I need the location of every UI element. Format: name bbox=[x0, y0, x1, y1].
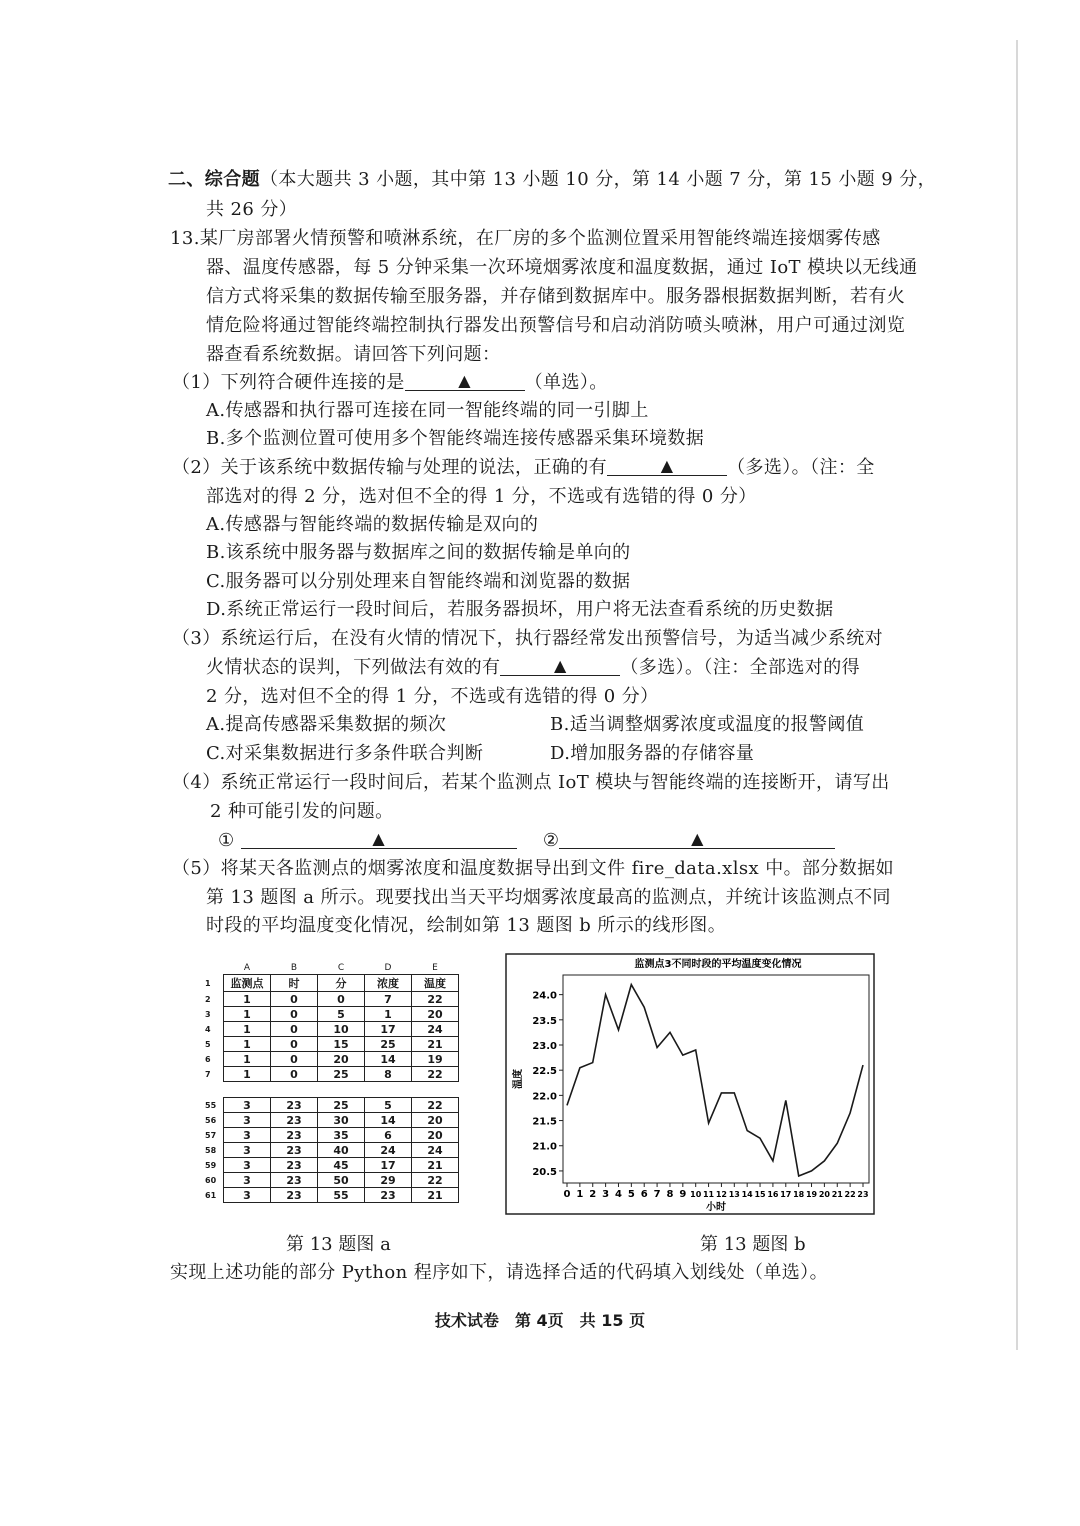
table-cell: 3 bbox=[224, 1188, 271, 1203]
table-cell: 22 bbox=[412, 1098, 459, 1113]
row-number: 7 bbox=[205, 1069, 211, 1079]
q13-stem-2: 器、温度传感器，每 5 分钟采集一次环境烟雾浓度和温度数据，通过 IoT 模块以无线通 bbox=[206, 257, 918, 278]
p1-answer-blank[interactable] bbox=[405, 370, 525, 391]
table-row bbox=[205, 1113, 459, 1128]
table-row bbox=[205, 1143, 459, 1158]
answer-marker-1: ① bbox=[218, 830, 235, 851]
gap-cell bbox=[205, 1082, 224, 1098]
y-tick-label: 22.0 bbox=[532, 1091, 557, 1103]
figure-b-chart bbox=[505, 953, 875, 1215]
table-cell: 40 bbox=[318, 1143, 365, 1158]
table-row bbox=[205, 1022, 459, 1037]
table-row bbox=[205, 1037, 459, 1052]
p1-option-a: A.传感器和执行器可连接在同一智能终端的同一引脚上 bbox=[206, 400, 649, 421]
table-cell: 23 bbox=[271, 1158, 318, 1173]
row-number: 61 bbox=[205, 1190, 217, 1200]
section-desc-2: 共 26 分） bbox=[206, 199, 298, 220]
q13-p5-line3: 时段的平均温度变化情况，绘制如第 13 题图 b 所示的线形图。 bbox=[206, 915, 727, 936]
table-cell: 1 bbox=[365, 1007, 412, 1022]
table-row bbox=[205, 1067, 459, 1082]
x-tick-label: 13 bbox=[728, 1190, 740, 1199]
p3-prefix: 火情状态的误判，下列做法有效的有 bbox=[206, 657, 501, 678]
x-tick-label: 18 bbox=[793, 1190, 805, 1199]
q13-p3 bbox=[206, 655, 860, 681]
table-cell: 5 bbox=[365, 1098, 412, 1113]
row-number: 1 bbox=[205, 978, 211, 988]
table-cell: 25 bbox=[318, 1067, 365, 1082]
table-cell: 10 bbox=[318, 1022, 365, 1037]
table-row bbox=[205, 1007, 459, 1022]
table-row bbox=[205, 1052, 459, 1067]
footer-page: 第 4页 bbox=[514, 1311, 564, 1330]
p2-suffix: （多选）。（注：全 bbox=[727, 457, 875, 478]
p2-answer-blank[interactable] bbox=[607, 455, 727, 476]
table-cell: 30 bbox=[318, 1113, 365, 1128]
table-cell: 3 bbox=[224, 1143, 271, 1158]
table-cell: 7 bbox=[365, 992, 412, 1007]
x-tick-label: 7 bbox=[653, 1189, 661, 1200]
table-cell: 0 bbox=[271, 1022, 318, 1037]
q13-stem-4: 情危险将通过智能终端控制执行器发出预警信号和启动消防喷头喷淋，用户可通过浏览 bbox=[206, 315, 906, 336]
x-tick-label: 15 bbox=[754, 1190, 766, 1199]
y-tick-label: 24.0 bbox=[532, 990, 557, 1002]
p3-option-b: B.适当调整烟雾浓度或温度的报警阈值 bbox=[550, 714, 865, 735]
table-cell: 0 bbox=[318, 992, 365, 1007]
table-cell: 1 bbox=[224, 1007, 271, 1022]
p4-answer-blank-2[interactable] bbox=[559, 828, 835, 849]
table-cell: 1 bbox=[224, 1067, 271, 1082]
table-row bbox=[205, 1173, 459, 1188]
x-tick-label: 2 bbox=[589, 1189, 597, 1200]
column-letter: C bbox=[337, 963, 345, 973]
table-cell: 15 bbox=[318, 1037, 365, 1052]
x-tick-label: 21 bbox=[831, 1190, 843, 1199]
blank-triangle-icon: ▲ bbox=[691, 829, 704, 848]
row-number: 3 bbox=[205, 1009, 211, 1019]
table-row bbox=[205, 992, 459, 1007]
table-header-row bbox=[205, 975, 459, 992]
table-cell: 20 bbox=[412, 1128, 459, 1143]
table-cell: 1 bbox=[224, 1037, 271, 1052]
p3-option-a: A.提高传感器采集数据的频次 bbox=[206, 714, 447, 735]
table-cell: 25 bbox=[365, 1037, 412, 1052]
plot-area bbox=[563, 975, 869, 1183]
x-tick-label: 4 bbox=[614, 1189, 622, 1200]
table-cell: 25 bbox=[318, 1098, 365, 1113]
table-cell: 5 bbox=[318, 1007, 365, 1022]
q13-stem-5: 器查看系统数据。请回答下列问题： bbox=[206, 344, 501, 365]
p2-prefix: （2）关于该系统中数据传输与处理的说法，正确的有 bbox=[172, 457, 608, 478]
section-desc: （本大题共 3 小题，其中第 13 小题 10 分，第 14 小题 7 分，第 15 小题 9 分， bbox=[260, 169, 937, 190]
table-cell: 45 bbox=[318, 1158, 365, 1173]
x-tick-label: 5 bbox=[627, 1189, 635, 1200]
table-cell: 21 bbox=[412, 1037, 459, 1052]
p3-suffix: （多选）。（注：全部选对的得 bbox=[620, 657, 861, 678]
series-line bbox=[567, 985, 863, 1176]
table-cell: 8 bbox=[365, 1067, 412, 1082]
q13-outro: 实现上述功能的部分 Python 程序如下，请选择合适的代码填入划线处（单选）。 bbox=[170, 1262, 828, 1283]
p3-note: 2 分，选对但不全的得 1 分，不选或有选错的得 0 分） bbox=[206, 686, 659, 707]
page-edge bbox=[1016, 40, 1018, 1350]
table-row bbox=[205, 1098, 459, 1113]
table-cell: 3 bbox=[224, 1113, 271, 1128]
x-tick-label: 8 bbox=[666, 1189, 674, 1200]
table-cell: 23 bbox=[271, 1098, 318, 1113]
x-tick-label: 17 bbox=[780, 1190, 792, 1199]
table-cell: 3 bbox=[224, 1128, 271, 1143]
table-cell: 20 bbox=[318, 1052, 365, 1067]
table-cell: 24 bbox=[365, 1143, 412, 1158]
row-number: 2 bbox=[205, 994, 211, 1004]
x-tick-label: 16 bbox=[767, 1190, 779, 1199]
p1-suffix: （单选）。 bbox=[524, 372, 608, 393]
figure-a-caption: 第 13 题图 a bbox=[286, 1234, 391, 1255]
y-tick-label: 23.0 bbox=[532, 1041, 557, 1052]
figure-b-caption: 第 13 题图 b bbox=[700, 1234, 806, 1255]
table-cell: 22 bbox=[412, 1173, 459, 1188]
table-cell: 14 bbox=[365, 1113, 412, 1128]
p4-answer-blank-1[interactable] bbox=[241, 828, 517, 849]
footer-subject: 技术试卷 bbox=[434, 1311, 499, 1330]
y-tick-label: 23.5 bbox=[532, 1015, 557, 1027]
table-gap bbox=[205, 1082, 459, 1098]
x-tick-label: 19 bbox=[805, 1190, 818, 1199]
table-cell: 24 bbox=[412, 1022, 459, 1037]
blank-triangle-icon: ▲ bbox=[458, 371, 472, 390]
table-cell: 20 bbox=[412, 1113, 459, 1128]
table-cell: 23 bbox=[271, 1113, 318, 1128]
blank-triangle-icon: ▲ bbox=[660, 456, 674, 475]
x-tick-label: 6 bbox=[640, 1189, 648, 1200]
table-cell: 21 bbox=[412, 1158, 459, 1173]
table-cell: 21 bbox=[412, 1188, 459, 1203]
header-cell: 温度 bbox=[412, 975, 459, 992]
table-cell: 35 bbox=[318, 1128, 365, 1143]
page-footer bbox=[0, 1308, 1080, 1331]
x-tick-label: 10 bbox=[690, 1190, 702, 1199]
table-cell: 1 bbox=[224, 1052, 271, 1067]
row-number: 6 bbox=[205, 1054, 211, 1064]
y-tick-label: 21.5 bbox=[532, 1116, 557, 1128]
header-cell: 分 bbox=[318, 975, 365, 992]
q13-p4-line1: （4）系统正常运行一段时间后，若某个监测点 IoT 模块与智能终端的连接断开，请写出 bbox=[172, 772, 890, 793]
table-cell: 22 bbox=[412, 1067, 459, 1082]
q13-p1 bbox=[172, 370, 608, 396]
table-cell: 1 bbox=[224, 1022, 271, 1037]
x-tick-label: 3 bbox=[602, 1189, 610, 1200]
row-number: 60 bbox=[205, 1175, 217, 1185]
x-tick-label: 14 bbox=[741, 1190, 753, 1199]
p2-option-b: B.该系统中服务器与数据库之间的数据传输是单向的 bbox=[206, 542, 631, 563]
row-number: 55 bbox=[205, 1100, 217, 1110]
x-tick-label: 22 bbox=[844, 1190, 856, 1199]
y-tick-label: 21.0 bbox=[532, 1141, 557, 1153]
figure-a-table bbox=[205, 962, 459, 1203]
table-cell: 23 bbox=[271, 1173, 318, 1188]
x-axis-label: 小时 bbox=[706, 1202, 726, 1213]
table-cell: 14 bbox=[365, 1052, 412, 1067]
q13-p4-answers bbox=[218, 828, 835, 854]
table-cell: 23 bbox=[271, 1188, 318, 1203]
row-number: 4 bbox=[205, 1024, 211, 1034]
table-cell: 23 bbox=[271, 1143, 318, 1158]
table-cell: 23 bbox=[365, 1188, 412, 1203]
x-tick-label: 9 bbox=[679, 1189, 687, 1200]
p2-option-a: A.传感器与智能终端的数据传输是双向的 bbox=[206, 514, 539, 535]
table-row bbox=[205, 1188, 459, 1203]
x-tick-label: 1 bbox=[576, 1189, 584, 1200]
q13-stem-1: 13.某厂房部署火情预警和喷淋系统，在厂房的多个监测位置采用智能终端连接烟雾传感 bbox=[170, 228, 881, 249]
blank-triangle-icon: ▲ bbox=[372, 829, 386, 848]
row-number: 57 bbox=[205, 1130, 217, 1140]
table-row bbox=[205, 1158, 459, 1173]
column-letter: D bbox=[384, 963, 392, 973]
table-cell: 29 bbox=[365, 1173, 412, 1188]
column-letter: E bbox=[432, 963, 438, 973]
p1-prefix: （1）下列符合硬件连接的是 bbox=[172, 372, 405, 393]
table-cell: 3 bbox=[224, 1158, 271, 1173]
chart-frame bbox=[506, 954, 874, 1214]
column-letter: A bbox=[243, 963, 251, 973]
table-cell: 50 bbox=[318, 1173, 365, 1188]
blank-triangle-icon: ▲ bbox=[554, 656, 567, 675]
row-number: 58 bbox=[205, 1145, 217, 1155]
header-cell: 浓度 bbox=[365, 975, 412, 992]
table-row bbox=[205, 1128, 459, 1143]
table-cell: 17 bbox=[365, 1022, 412, 1037]
table-cell: 0 bbox=[271, 1067, 318, 1082]
chart-title: 监测点3不同时段的平均温度变化情况 bbox=[634, 959, 802, 970]
p3-option-d: D.增加服务器的存储容量 bbox=[550, 743, 755, 764]
x-tick-label: 0 bbox=[563, 1189, 571, 1200]
table-cell: 19 bbox=[412, 1052, 459, 1067]
p2-option-c: C.服务器可以分别处理来自智能终端和浏览器的数据 bbox=[206, 571, 631, 592]
q13-p5-line2: 第 13 题图 a 所示。现要找出当天平均烟雾浓度最高的监测点，并统计该监测点不同 bbox=[206, 887, 891, 908]
p2-option-d: D.系统正常运行一段时间后，若服务器损坏，用户将无法查看系统的历史数据 bbox=[206, 599, 834, 620]
table-cell: 17 bbox=[365, 1158, 412, 1173]
footer-total: 共 15 页 bbox=[579, 1311, 646, 1330]
table-cell: 22 bbox=[412, 992, 459, 1007]
q13-p5-line1: （5）将某天各监测点的烟雾浓度和温度数据导出到文件 fire_data.xlsx 中。部分数据如 bbox=[172, 858, 895, 879]
table-cell: 3 bbox=[224, 1173, 271, 1188]
header-cell: 监测点 bbox=[224, 975, 271, 992]
row-number: 56 bbox=[205, 1115, 217, 1125]
p2-note: 部选对的得 2 分，选对但不全的得 1 分，不选或有选错的得 0 分） bbox=[206, 486, 757, 507]
q13-stem-3: 信方式将采集的数据传输至服务器，并存储到数据库中。服务器根据数据判断，若有火 bbox=[206, 286, 906, 307]
table-cell: 0 bbox=[271, 1052, 318, 1067]
table-cell: 23 bbox=[271, 1128, 318, 1143]
y-axis-label: 温度 bbox=[513, 1069, 524, 1089]
x-tick-label: 11 bbox=[702, 1190, 715, 1199]
x-tick-label: 23 bbox=[857, 1190, 869, 1199]
table-cell: 1 bbox=[224, 992, 271, 1007]
y-tick-label: 22.5 bbox=[532, 1066, 557, 1078]
x-tick-label: 20 bbox=[818, 1190, 830, 1199]
q13-p2 bbox=[172, 455, 875, 481]
p3-answer-blank[interactable] bbox=[500, 655, 620, 676]
answer-marker-2: ② bbox=[542, 830, 560, 851]
table-cell: 3 bbox=[224, 1098, 271, 1113]
p1-option-b: B.多个监测位置可使用多个智能终端连接传感器采集环境数据 bbox=[206, 428, 705, 449]
table-cell: 0 bbox=[271, 1007, 318, 1022]
q13-p4-line2: 2 种可能引发的问题。 bbox=[210, 801, 394, 822]
section-heading bbox=[168, 167, 936, 193]
y-tick-label: 20.5 bbox=[532, 1166, 557, 1178]
column-letter: B bbox=[290, 963, 298, 973]
table-cell: 55 bbox=[318, 1188, 365, 1203]
column-letter-row bbox=[205, 962, 459, 975]
row-number bbox=[205, 962, 224, 975]
table-cell: 0 bbox=[271, 1037, 318, 1052]
header-cell: 时 bbox=[271, 975, 318, 992]
table-cell: 0 bbox=[271, 992, 318, 1007]
q13-p3-line1: （3）系统运行后，在没有火情的情况下，执行器经常发出预警信号，为适当减少系统对 bbox=[172, 628, 884, 649]
table-cell: 6 bbox=[365, 1128, 412, 1143]
x-tick-label: 12 bbox=[715, 1190, 728, 1199]
row-number: 59 bbox=[205, 1160, 217, 1170]
p3-option-c: C.对采集数据进行多条件联合判断 bbox=[206, 743, 484, 764]
section-title: 二、综合题 bbox=[168, 169, 260, 190]
table-cell: 20 bbox=[412, 1007, 459, 1022]
table-cell: 24 bbox=[412, 1143, 459, 1158]
row-number: 5 bbox=[205, 1039, 211, 1049]
